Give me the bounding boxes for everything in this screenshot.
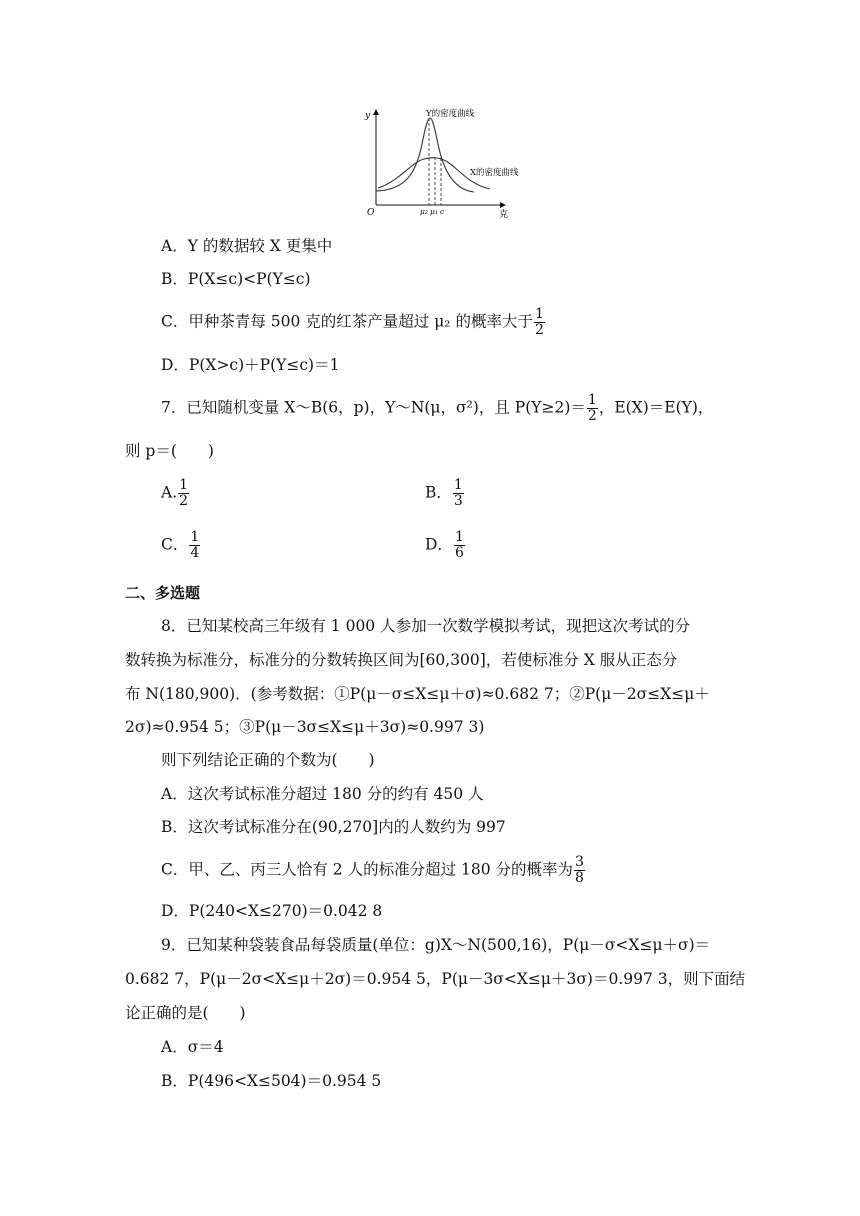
q8-line5: 则下列结论正确的个数为( )	[161, 751, 375, 769]
q8-line2: 数转换为标准分，标准分的分数转换区间为[60,300]，若使标准分 X 服从正态分	[125, 651, 678, 669]
c-label: c	[440, 207, 445, 216]
q8-option-b: B．这次考试标准分在(90,270]内的人数约为 997	[161, 818, 506, 836]
q9-option-b: B．P(496<X≤504)＝0.954 5	[161, 1072, 382, 1090]
section-heading: 二、多选题	[125, 584, 201, 602]
fraction: $\frac{3}{8}$	[575, 854, 584, 886]
q8-option-c	[161, 855, 586, 886]
fraction: $\frac{1}{2}$	[587, 392, 597, 424]
origin-label: O	[367, 208, 375, 218]
q8-option-c-text: C．甲、乙、丙三人恰有 2 人的标准分超过 180 分的概率为	[161, 860, 574, 879]
q6-option-a: A．Y 的数据较 X 更集中	[161, 237, 333, 255]
fraction: $\frac{1}{3}$	[453, 477, 463, 509]
x-curve-label: X的密度曲线	[470, 168, 519, 178]
q8-line4: 2σ)≈0.954 5；③P(μ－3σ≤X≤μ＋3σ)≈0.997 3)	[125, 718, 485, 736]
fraction: $\frac{1}{4}$	[190, 529, 200, 561]
q6-option-c-text: C．甲种茶青每 500 克的红茶产量超过 μ₂ 的概率大于	[161, 312, 533, 331]
fraction: $\frac{1}{6}$	[454, 529, 464, 561]
q6-option-c	[161, 307, 546, 338]
q7-option-a: A. $\frac{1}{2}$	[161, 477, 189, 509]
q7-option-c: C． $\frac{1}{4}$	[161, 529, 200, 561]
mu2-label: μ₂	[420, 207, 428, 216]
q9-line3: 论正确的是( )	[125, 1004, 246, 1022]
q9-line1: 9．已知某种袋装食品每袋质量(单位：g)X～N(500,16)，P(μ－σ<X≤μ＋σ)＝	[161, 936, 711, 954]
q9-line2: 0.682 7，P(μ－2σ<X≤μ＋2σ)＝0.954 5，P(μ－3σ<X≤μ＋3σ)＝0.997 3，则下面结	[125, 970, 746, 988]
fraction: $\frac{1}{2}$	[534, 306, 544, 338]
q6-option-d: D．P(X>c)＋P(Y≤c)＝1	[161, 356, 340, 374]
mu1-label: μ₁	[430, 207, 438, 216]
q8-option-d: D．P(240<X≤270)＝0.042 8	[161, 902, 383, 920]
q8-line3: 布 N(180,900)．(参考数据：①P(μ－σ≤X≤μ＋σ)≈0.682 7；②P(μ－2σ≤X≤μ＋	[125, 685, 710, 703]
q7-stem	[161, 393, 713, 424]
q7-stem-text: 7．已知随机变量 X～B(6，p)，Y～N(μ，σ²)，且 P(Y≥2)＝	[161, 398, 586, 417]
q8-line1: 8．已知某校高三年级有 1 000 人参加一次数学模拟考试，现把这次考试的分	[161, 617, 691, 635]
fraction: $\frac{1}{2}$	[179, 477, 189, 509]
q6-option-b: B．P(X≤c)<P(Y≤c)	[161, 270, 311, 288]
x-axis-label: 克	[499, 210, 509, 220]
q7-option-b: B． $\frac{1}{3}$	[425, 477, 463, 509]
q8-option-a: A．这次考试标准分超过 180 分的约有 450 人	[161, 785, 484, 803]
y-axis-label: y	[365, 111, 371, 121]
y-density-curve	[376, 118, 474, 192]
density-curves-figure	[350, 104, 550, 224]
q7-option-d: D． $\frac{1}{6}$	[425, 529, 464, 561]
q7-stem-line2: 则 p＝( )	[125, 442, 214, 460]
y-curve-label: Y的密度曲线	[426, 109, 475, 119]
q9-option-a: A．σ＝4	[161, 1038, 224, 1056]
q7-stem-text-end: ，E(X)＝E(Y)，	[598, 398, 714, 417]
